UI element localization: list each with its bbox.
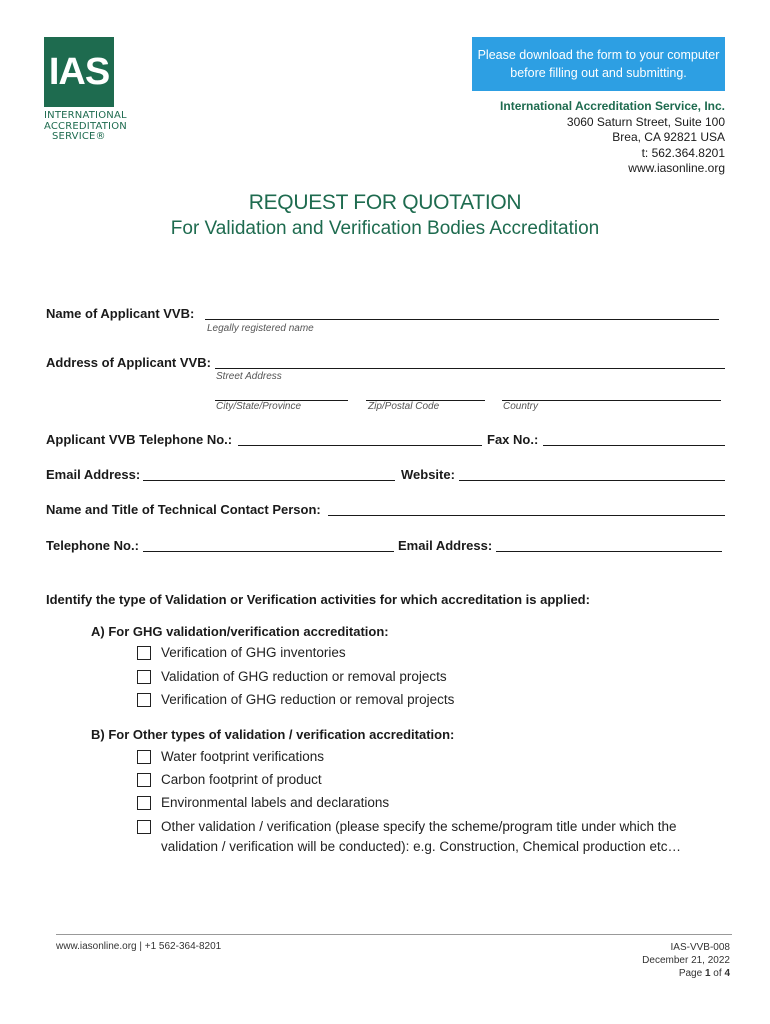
contact-field[interactable] — [328, 501, 725, 516]
page-number — [642, 967, 730, 980]
contact-phone-field[interactable] — [143, 537, 394, 552]
website-field[interactable] — [459, 466, 725, 481]
phone: t: 562.364.8201 — [641, 145, 725, 160]
activity-question: Identify the type of Validation or Verification activities for which accreditation is applied: — [46, 592, 590, 607]
checkbox-label: Other validation / verification (please specify the scheme/program title under which the — [161, 819, 677, 834]
checkbox[interactable] — [137, 820, 151, 834]
page-title: REQUEST FOR QUOTATION — [248, 191, 522, 214]
checkbox-label: Water footprint verifications — [161, 749, 325, 764]
checkbox-label: Carbon footprint of product — [161, 772, 322, 787]
checkbox-row[interactable] — [137, 692, 454, 707]
notice-line-1: Please download the form to your computer — [477, 48, 720, 62]
logo-mark: IAS — [48, 50, 110, 93]
city: Brea, CA 92821 USA — [612, 130, 725, 144]
checkbox-row[interactable] — [137, 819, 677, 834]
contact-email-label: Email Address: — [398, 538, 493, 553]
city-hint: City/State/Province — [216, 401, 302, 412]
other-description: validation / verification will be conducted): e.g. Construction, Chemical production etc… — [161, 839, 682, 854]
street: 3060 Saturn Street, Suite 100 — [566, 114, 725, 129]
org-name: International Accreditation Service, Inc. — [500, 99, 725, 113]
contact-label: Name and Title of Technical Contact Person: — [46, 502, 321, 517]
checkbox-label: Validation of GHG reduction or removal projects — [161, 669, 447, 684]
applicant-name-label: Name of Applicant VVB: — [46, 306, 195, 321]
checkbox[interactable] — [137, 646, 151, 660]
checkbox[interactable] — [137, 670, 151, 684]
footer-meta — [642, 941, 730, 980]
email-field[interactable] — [143, 466, 395, 481]
notice-line-2: before filling out and submitting. — [510, 66, 687, 80]
section-a-heading: A) For GHG validation/verification accreditation: — [91, 624, 389, 639]
page-of: of — [710, 968, 725, 979]
applicant-name-field[interactable] — [205, 305, 719, 320]
street-address-field[interactable] — [215, 354, 725, 369]
checkbox-label: Verification of GHG reduction or removal projects — [161, 692, 455, 707]
ias-logo — [44, 37, 114, 107]
email-label: Email Address: — [46, 467, 141, 482]
applicant-name-hint: Legally registered name — [207, 323, 314, 334]
checkbox-row[interactable] — [137, 749, 324, 764]
page-subtitle: For Validation and Verification Bodies Accreditation — [170, 218, 600, 239]
logo-wordmark — [44, 110, 127, 143]
logo-line-1: INTERNATIONAL — [44, 110, 127, 121]
zip-field[interactable] — [366, 386, 485, 401]
checkbox[interactable] — [137, 750, 151, 764]
checkbox[interactable] — [137, 693, 151, 707]
checkbox[interactable] — [137, 773, 151, 787]
checkbox-row[interactable] — [137, 645, 346, 660]
checkbox-label: Verification of GHG inventories — [161, 645, 346, 660]
form-date: December 21, 2022 — [642, 955, 730, 966]
section-b-heading: B) For Other types of validation / verification accreditation: — [91, 727, 455, 742]
checkbox-row[interactable] — [137, 795, 389, 810]
checkbox-row[interactable] — [137, 772, 322, 787]
download-notice — [472, 37, 725, 91]
telephone-field[interactable] — [238, 431, 482, 446]
checkbox[interactable] — [137, 796, 151, 810]
checkbox-label: Environmental labels and declarations — [161, 795, 390, 810]
website-link[interactable]: www.iasonline.org — [628, 161, 725, 175]
contact-phone-label: Telephone No.: — [46, 538, 139, 553]
page-prefix: Page — [678, 968, 705, 979]
city-field[interactable] — [215, 386, 348, 401]
country-hint: Country — [503, 401, 539, 412]
fax-field[interactable] — [543, 431, 725, 446]
logo-line-3: SERVICE® — [52, 131, 106, 142]
footer-contact: www.iasonline.org | +1 562-364-8201 — [56, 941, 222, 952]
logo-line-2: ACCREDITATION — [44, 120, 127, 132]
page-total: 4 — [724, 968, 730, 979]
contact-email-field[interactable] — [496, 537, 722, 552]
address-block — [500, 99, 725, 177]
street-hint: Street Address — [216, 371, 282, 382]
zip-hint: Zip/Postal Code — [368, 401, 440, 412]
checkbox-row[interactable] — [137, 669, 447, 684]
telephone-label: Applicant VVB Telephone No.: — [46, 432, 233, 447]
website-label: Website: — [401, 467, 455, 482]
footer-divider — [56, 934, 732, 935]
form-code: IAS-VVB-008 — [670, 942, 730, 953]
applicant-address-label: Address of Applicant VVB: — [46, 355, 211, 370]
country-field[interactable] — [502, 386, 721, 401]
fax-label: Fax No.: — [487, 432, 539, 447]
page-current: 1 — [704, 968, 711, 979]
